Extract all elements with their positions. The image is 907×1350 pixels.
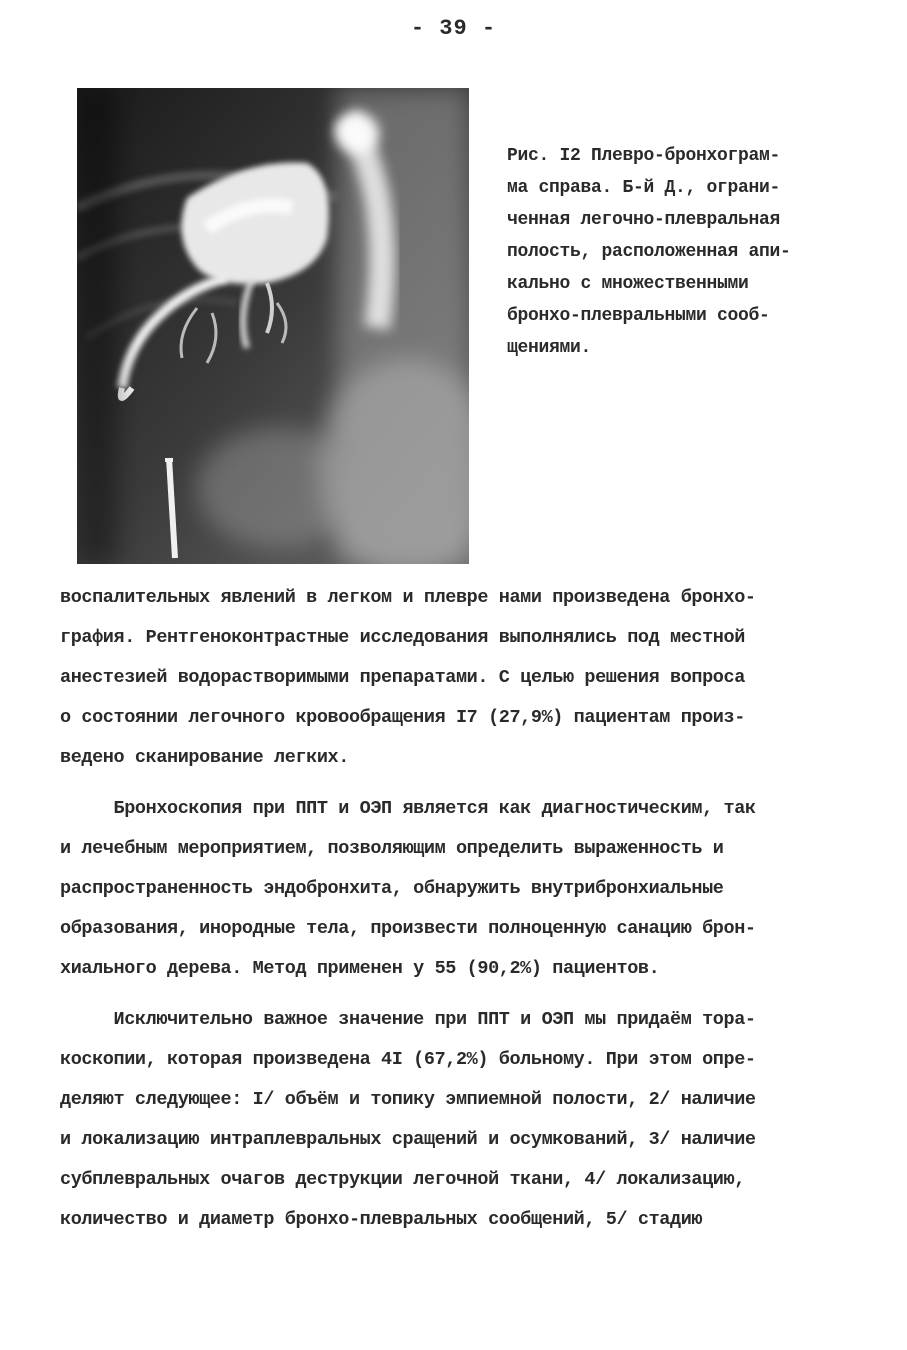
page-number: - 39 - [410, 16, 497, 41]
body-text [60, 578, 860, 1240]
paragraph: Исключительно важное значение при ППТ и ОЭП мы придаём тора- коскопии, которая произведена 4I (67,2%) больному. При этом опре- деляют следующее: I/ объём и топику эмпиемной полости, 2/ наличие и локализацию интраплевральных сращений и осумкований, 3/ наличие субплевральных очагов деструкции легочной ткани, 4/ локализацию, количество и диаметр бронхо-плевральных сообщений, 5/ стадию [60, 1009, 756, 1230]
paragraph: воспалительных явлений в легком и плевре нами произведена бронхо- графия. Рентгеноконтрастные исследования выполнялись под местной анестезией водорастворимыми препаратами. С целью решения вопроса о состоянии легочного кровообращения I7 (27,9%) пациентам произ- ведено сканирование легких. [60, 587, 756, 768]
paragraph: Бронхоскопия при ППТ и ОЭП является как диагностическим, так и лечебным мероприятием, позволяющим определить выраженность и распространенность эндобронхита, обнаружить внутрибронхиальные образования, инородные тела, произвести полноценную санацию брон- хиального дерева. Метод применен у 55 (90,2%) пациентов. [60, 798, 756, 979]
figure-caption: Рис. I2 Плевро-бронхограм- ма справа. Б-й Д., ограни- ченная легочно-плевральная полость, расположенная апи- кально с множественными бронхо-плевральными сооб- щениями. [507, 146, 791, 358]
bronchogram-xray-image [77, 88, 469, 564]
